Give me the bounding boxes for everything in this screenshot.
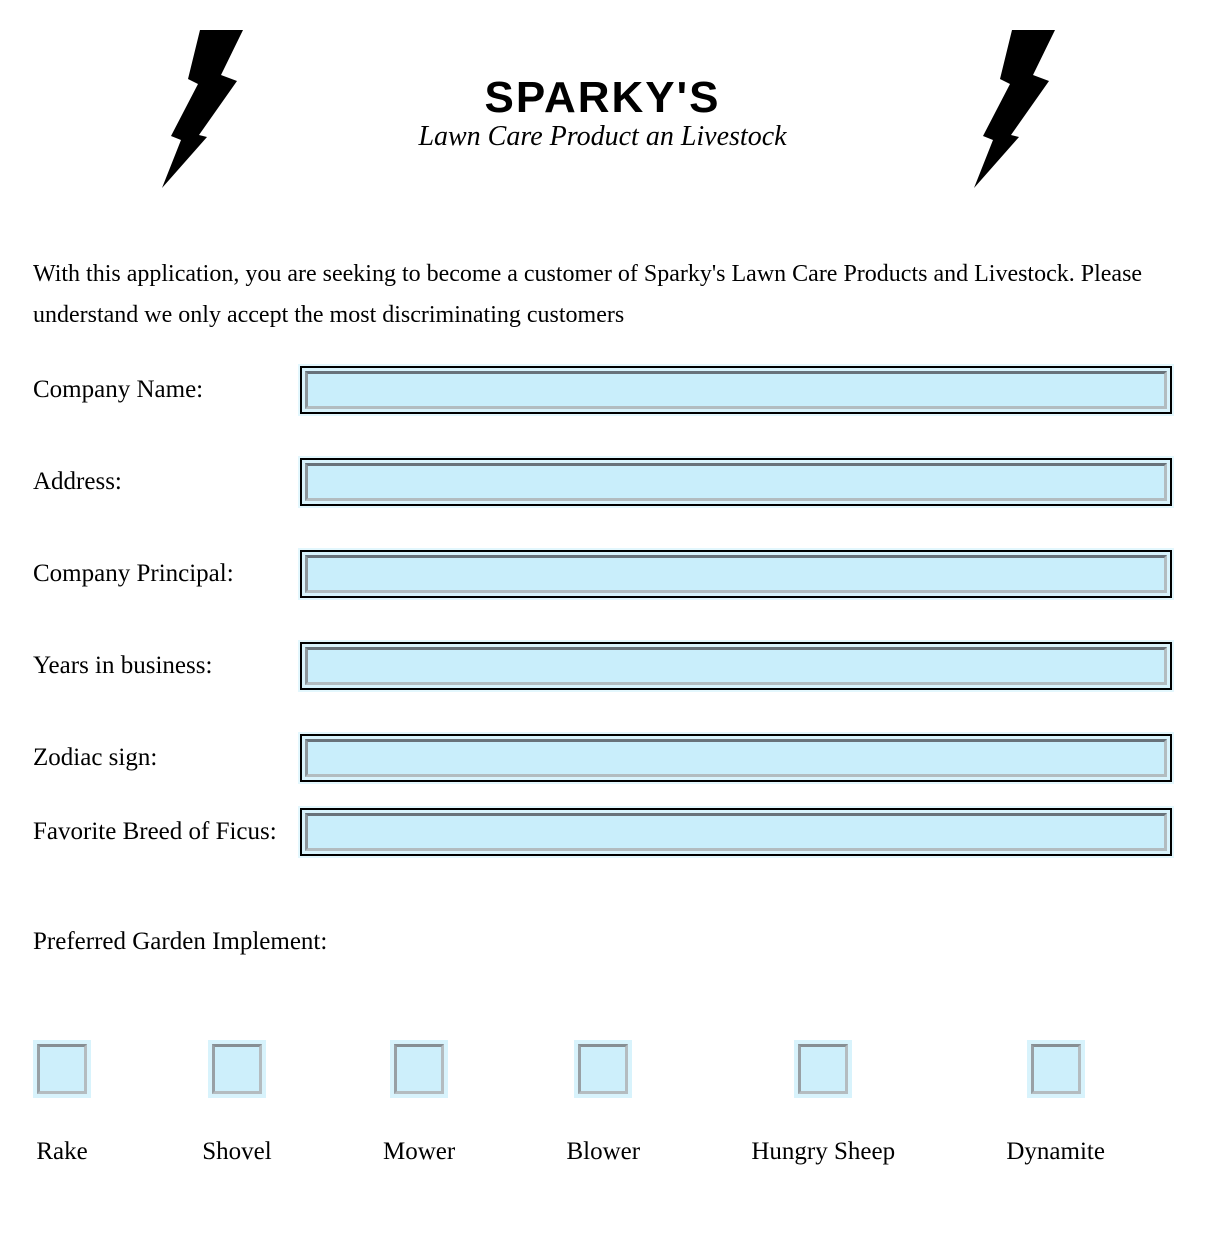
implement-label-dynamite: Dynamite bbox=[1006, 1138, 1105, 1165]
checkbox-blower[interactable] bbox=[578, 1044, 628, 1094]
zodiac-sign-input[interactable] bbox=[305, 739, 1167, 777]
form-row bbox=[33, 550, 1172, 598]
form-row bbox=[33, 366, 1172, 414]
lightning-bolt-icon bbox=[957, 24, 1077, 194]
company-principal-label: Company Principal: bbox=[33, 560, 234, 587]
company-principal-fieldbox bbox=[300, 550, 1172, 598]
company-principal-input[interactable] bbox=[305, 555, 1167, 593]
implement-option-rake bbox=[33, 1040, 91, 1166]
form-row bbox=[33, 458, 1172, 506]
company-name-fieldbox bbox=[300, 366, 1172, 414]
years-in-business-input[interactable] bbox=[305, 647, 1167, 685]
address-label: Address: bbox=[33, 468, 122, 495]
zodiac-sign-fieldbox bbox=[300, 734, 1172, 782]
page-subtitle: Lawn Care Product an Livestock bbox=[418, 121, 787, 152]
application-form bbox=[33, 366, 1172, 856]
address-input[interactable] bbox=[305, 463, 1167, 501]
preferred-garden-implement-heading: Preferred Garden Implement: bbox=[33, 928, 328, 955]
implement-label-rake: Rake bbox=[36, 1138, 88, 1165]
years-in-business-fieldbox bbox=[300, 642, 1172, 690]
favorite-breed-of-ficus-fieldbox bbox=[300, 808, 1172, 856]
form-row bbox=[33, 642, 1172, 690]
form-row bbox=[33, 808, 1172, 856]
address-fieldbox bbox=[300, 458, 1172, 506]
checkbox-dynamite[interactable] bbox=[1031, 1044, 1081, 1094]
checkbox-mower[interactable] bbox=[394, 1044, 444, 1094]
company-name-label: Company Name: bbox=[33, 376, 204, 403]
form-row bbox=[33, 734, 1172, 782]
years-in-business-label: Years in business: bbox=[33, 652, 213, 679]
implement-label-blower: Blower bbox=[566, 1138, 641, 1165]
company-name-input[interactable] bbox=[305, 371, 1167, 409]
page-title: SPARKY'S bbox=[484, 73, 721, 122]
implement-label-shovel: Shovel bbox=[202, 1138, 272, 1165]
zodiac-sign-label: Zodiac sign: bbox=[33, 744, 158, 771]
implement-option-dynamite bbox=[1006, 1040, 1105, 1166]
favorite-breed-of-ficus-label: Favorite Breed of Ficus: bbox=[33, 818, 277, 845]
implement-option-shovel bbox=[202, 1040, 271, 1166]
implement-option-mower bbox=[383, 1040, 455, 1166]
implement-label-mower: Mower bbox=[382, 1138, 456, 1165]
header bbox=[0, 0, 1205, 196]
implement-options bbox=[33, 1040, 1105, 1166]
implement-option-blower bbox=[566, 1040, 640, 1166]
favorite-breed-of-ficus-input[interactable] bbox=[305, 813, 1167, 851]
checkbox-hungry-sheep[interactable] bbox=[798, 1044, 848, 1094]
intro-paragraph: With this application, you are seeking to become a customer of Sparky's Lawn Care Products and Livestock. Please understand we only accept the most discriminating customers bbox=[33, 261, 1143, 328]
checkbox-shovel[interactable] bbox=[212, 1044, 262, 1094]
implement-label-hungry-sheep: Hungry Sheep bbox=[751, 1138, 896, 1165]
implement-option-hungry-sheep bbox=[751, 1040, 895, 1166]
checkbox-rake[interactable] bbox=[37, 1044, 87, 1094]
